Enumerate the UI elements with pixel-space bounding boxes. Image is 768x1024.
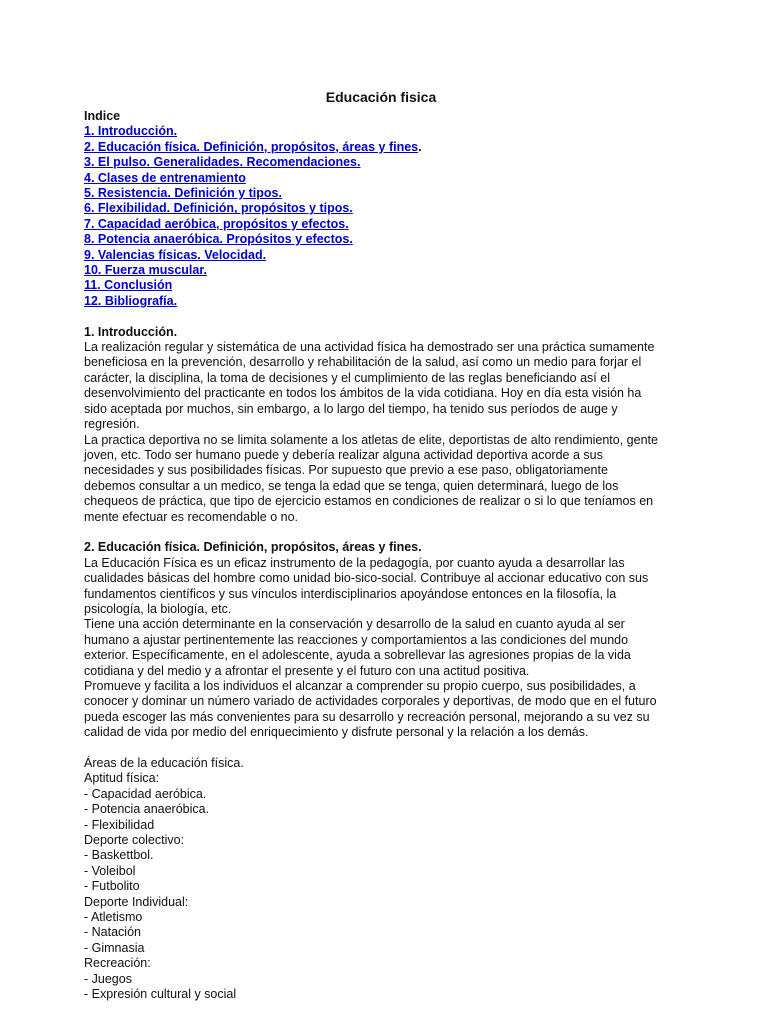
toc-link-entrenamiento[interactable]: 4. Clases de entrenamiento (84, 170, 246, 185)
toc-link-resistencia[interactable]: 5. Resistencia. Definición y tipos. (84, 186, 282, 201)
list-item: - Natación (84, 925, 141, 940)
areas-list (84, 756, 690, 1003)
list-item: Áreas de la educación física. (84, 756, 244, 771)
list-item: Aptitud física: (84, 771, 160, 786)
list-item: - Juegos (84, 971, 132, 986)
intro-paragraph-2: La practica deportiva no se limita solamente a los atletas de elite, deportistas de alto rendimiento, gente joven, etc. Todo ser humano puede y debería realizar alguna actividad deportiva acorde a sus necesidades y sus posibilidades físicas. Por supuesto que previo a ese paso, obligatoriamente debemos consultar a un medico, se tenga la edad que se tenga, quien determinará, luego de los chequeos de práctica, que tipo de ejercicio estamos en condiciones de realizar o si lo que teníamos en mente efectuar es recomendable o no. (84, 432, 658, 524)
toc-line-educacion (84, 140, 690, 155)
list-item: - Atletismo (84, 910, 143, 925)
index-heading: Indice (84, 109, 121, 123)
section-heading-introduccion: 1. Introducción. (84, 324, 178, 339)
list-item: - Capacidad aeróbica. (84, 786, 207, 801)
list-item: - Futbolito (84, 879, 140, 894)
toc-link-capacidad-aerobica[interactable]: 7. Capacidad aeróbica, propósitos y efectos. (84, 216, 349, 231)
list-item: Recreación: (84, 956, 151, 971)
list-item: Deporte Individual: (84, 894, 189, 909)
toc-link-educacion-fisica[interactable]: 2. Educación física. Definición, propósitos, áreas y fines (84, 139, 419, 154)
toc-link-introduccion[interactable]: 1. Introducción. (84, 124, 178, 139)
edfis-paragraph-3: Promueve y facilita a los individuos el alcanzar a comprender su propio cuerpo, sus posibilidades, a conocer y dominar un número variado de actividades corporales y deportivas, de modo que en el futuro pueda escoger las más convenientes para su desarrollo y recreación personal, mejorando a su vez su calidad de vida por medio del enriquecimiento y disfrute personal y la relación a los demás. (84, 679, 657, 740)
edfis-paragraph-1: La Educación Física es un eficaz instrumento de la pedagogía, por cuanto ayuda a desarrollar las cualidades básicas del hombre como unidad bio-sico-social. Contribuye al accionar educativo con sus fundamentos científicos y sus vínculos interdisciplinarios apoyándose entonces en la filosofía, la psicología, la biología, etc. (84, 555, 649, 616)
toc-link-potencia-anaerobica[interactable]: 8. Potencia anaeróbica. Propósitos y efectos. (84, 232, 353, 247)
document-content (84, 109, 690, 1003)
toc-link-valencias[interactable]: 9. Valencias físicas. Velocidad. (84, 247, 267, 262)
list-item: - Gimnasia (84, 940, 145, 955)
intro-paragraph-1: La realización regular y sistemática de una actividad física ha demostrado ser una práctica sumamente beneficiosa en la prevención, desarrollo y rehabilitación de la salud, así como un medio para forjar el carácter, la disciplina, la toma de decisiones y el cumplimiento de las reglas beneficiando así el desenvolvimiento del practicante en todos los ámbitos de la vida cotidiana. Hoy en día esta visión ha sido aceptada por muchos, sin embargo, a lo largo del tiempo, ha tenido sus períodos de auge y regresión. (84, 340, 655, 432)
list-item: Deporte colectivo: (84, 833, 185, 848)
edfis-paragraph-2: Tiene una acción determinante en la conservación y desarrollo de la salud en cuanto ayuda al ser humano a ajustar pertinentemente las reacciones y comportamientos a las condiciones del mundo exterior. Específicamente, en el adolescente, ayuda a sobrellevar las agresiones propias de la vida cotidiana y del medio y a afrontar el presente y el futuro con una actitud positiva. (84, 617, 631, 678)
table-of-contents (84, 124, 690, 309)
toc-link-fuerza[interactable]: 10. Fuerza muscular. (84, 263, 207, 278)
list-item: - Potencia anaeróbica. (84, 802, 210, 817)
list-item: - Flexibilidad (84, 817, 155, 832)
toc-link-bibliografia[interactable]: 12. Bibliografía. (84, 293, 178, 308)
toc-period: . (418, 139, 422, 154)
list-item: - Expresión cultural y social (84, 987, 237, 1002)
list-item: - Voleibol (84, 863, 136, 878)
toc-link-flexibilidad[interactable]: 6. Flexibilidad. Definición, propósitos y tipos. (84, 201, 353, 216)
section-heading-educacion-fisica: 2. Educación física. Definición, propósitos, áreas y fines. (84, 540, 422, 555)
toc-link-conclusion[interactable]: 11. Conclusión (84, 278, 173, 293)
toc-link-pulso[interactable]: 3. El pulso. Generalidades. Recomendaciones. (84, 155, 361, 170)
list-item: - Baskettbol. (84, 848, 154, 863)
document-title: Educación fisica (325, 89, 437, 105)
